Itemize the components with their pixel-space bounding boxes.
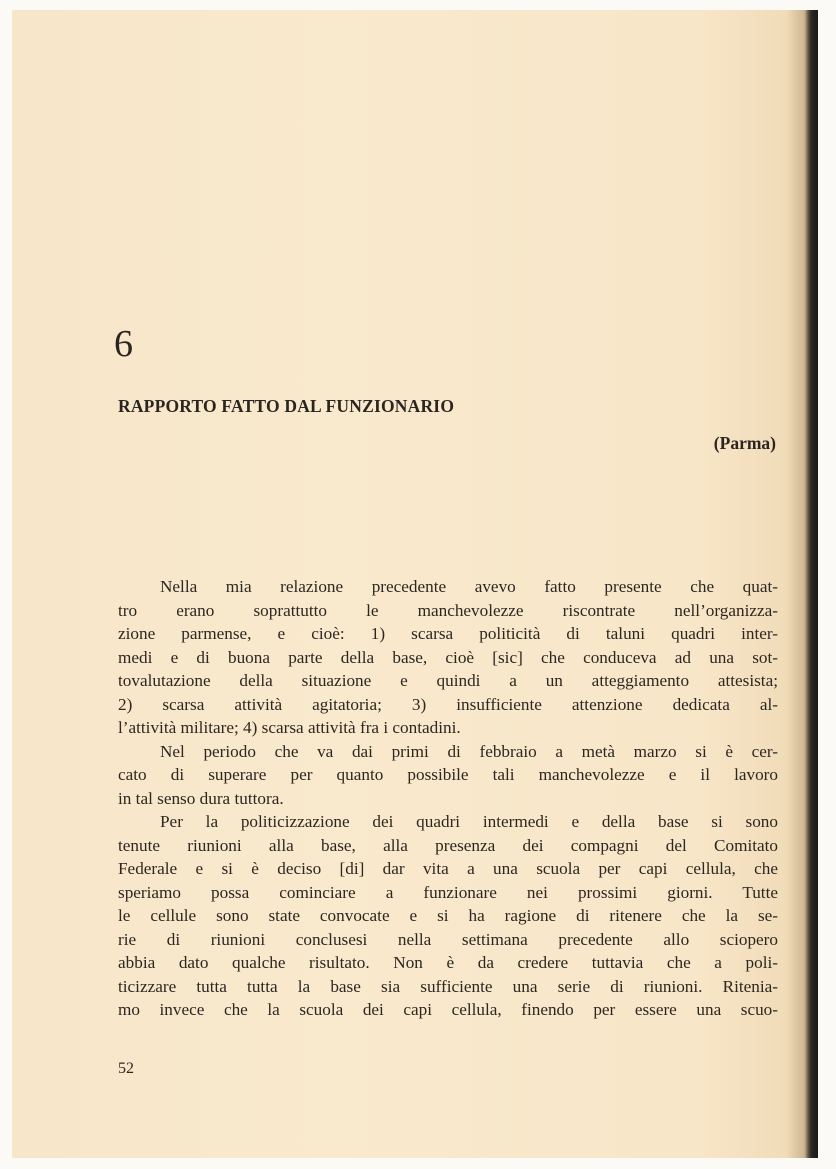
chapter-title: RAPPORTO FATTO DAL FUNZIONARIO	[118, 396, 455, 416]
text-line: tovalutazione della situazione e quindi a un atteggiamento attesista;	[118, 671, 778, 690]
text-line: tro erano soprattutto le manchevolezze riscontrate nell’organizza-	[118, 600, 778, 620]
text-line: Per la politicizzazione dei quadri intermedi e della base si sono	[160, 812, 778, 831]
chapter-place: (Parma)	[713, 433, 776, 453]
text-line: rie di riunioni conclusesi nella settimana precedente allo sciopero	[118, 929, 778, 949]
text-line: l’attività militare; 4) scarsa attività fra i contadini.	[118, 718, 461, 737]
text-line: medi e di buona parte della base, cioè [sic] che conduceva ad una sot-	[118, 647, 778, 667]
text-line: Nella mia relazione precedente avevo fatto presente che quat-	[160, 577, 778, 596]
text-line: zione parmense, e cioè: 1) scarsa politicità di taluni quadri inter-	[118, 624, 778, 643]
text-line: Nel periodo che va dai primi di febbraio a metà marzo si è cer-	[160, 741, 778, 761]
book-page	[12, 10, 818, 1158]
text-line: mo invece che la scuola dei capi cellula, finendo per essere una scuo-	[118, 1000, 778, 1019]
text-line: cato di superare per quanto possibile tali manchevolezze e il lavoro	[118, 765, 778, 784]
text-line: le cellule sono state convocate e si ha ragione di ritenere che la se-	[118, 906, 778, 925]
page-number: 52	[118, 1060, 134, 1077]
text-line: speriamo possa cominciare a funzionare nei prossimi giorni. Tutte	[118, 882, 778, 902]
text-line: abbia dato qualche risultato. Non è da credere tuttavia che a poli-	[118, 953, 778, 972]
chapter-number: 6	[114, 323, 133, 365]
body-text	[118, 575, 778, 1022]
text-line: tenute riunioni alla base, alla presenza dei compagni del Comitato	[118, 835, 778, 855]
text-line: 2) scarsa attività agitatoria; 3) insufficiente attenzione dedicata al-	[118, 694, 778, 714]
text-line: ticizzare tutta tutta la base sia sufficiente una serie di riunioni. Ritenia-	[118, 976, 778, 996]
text-line: in tal senso dura tuttora.	[118, 788, 284, 808]
text-line: Federale e si è deciso [di] dar vita a una scuola per capi cellula, che	[118, 859, 778, 878]
